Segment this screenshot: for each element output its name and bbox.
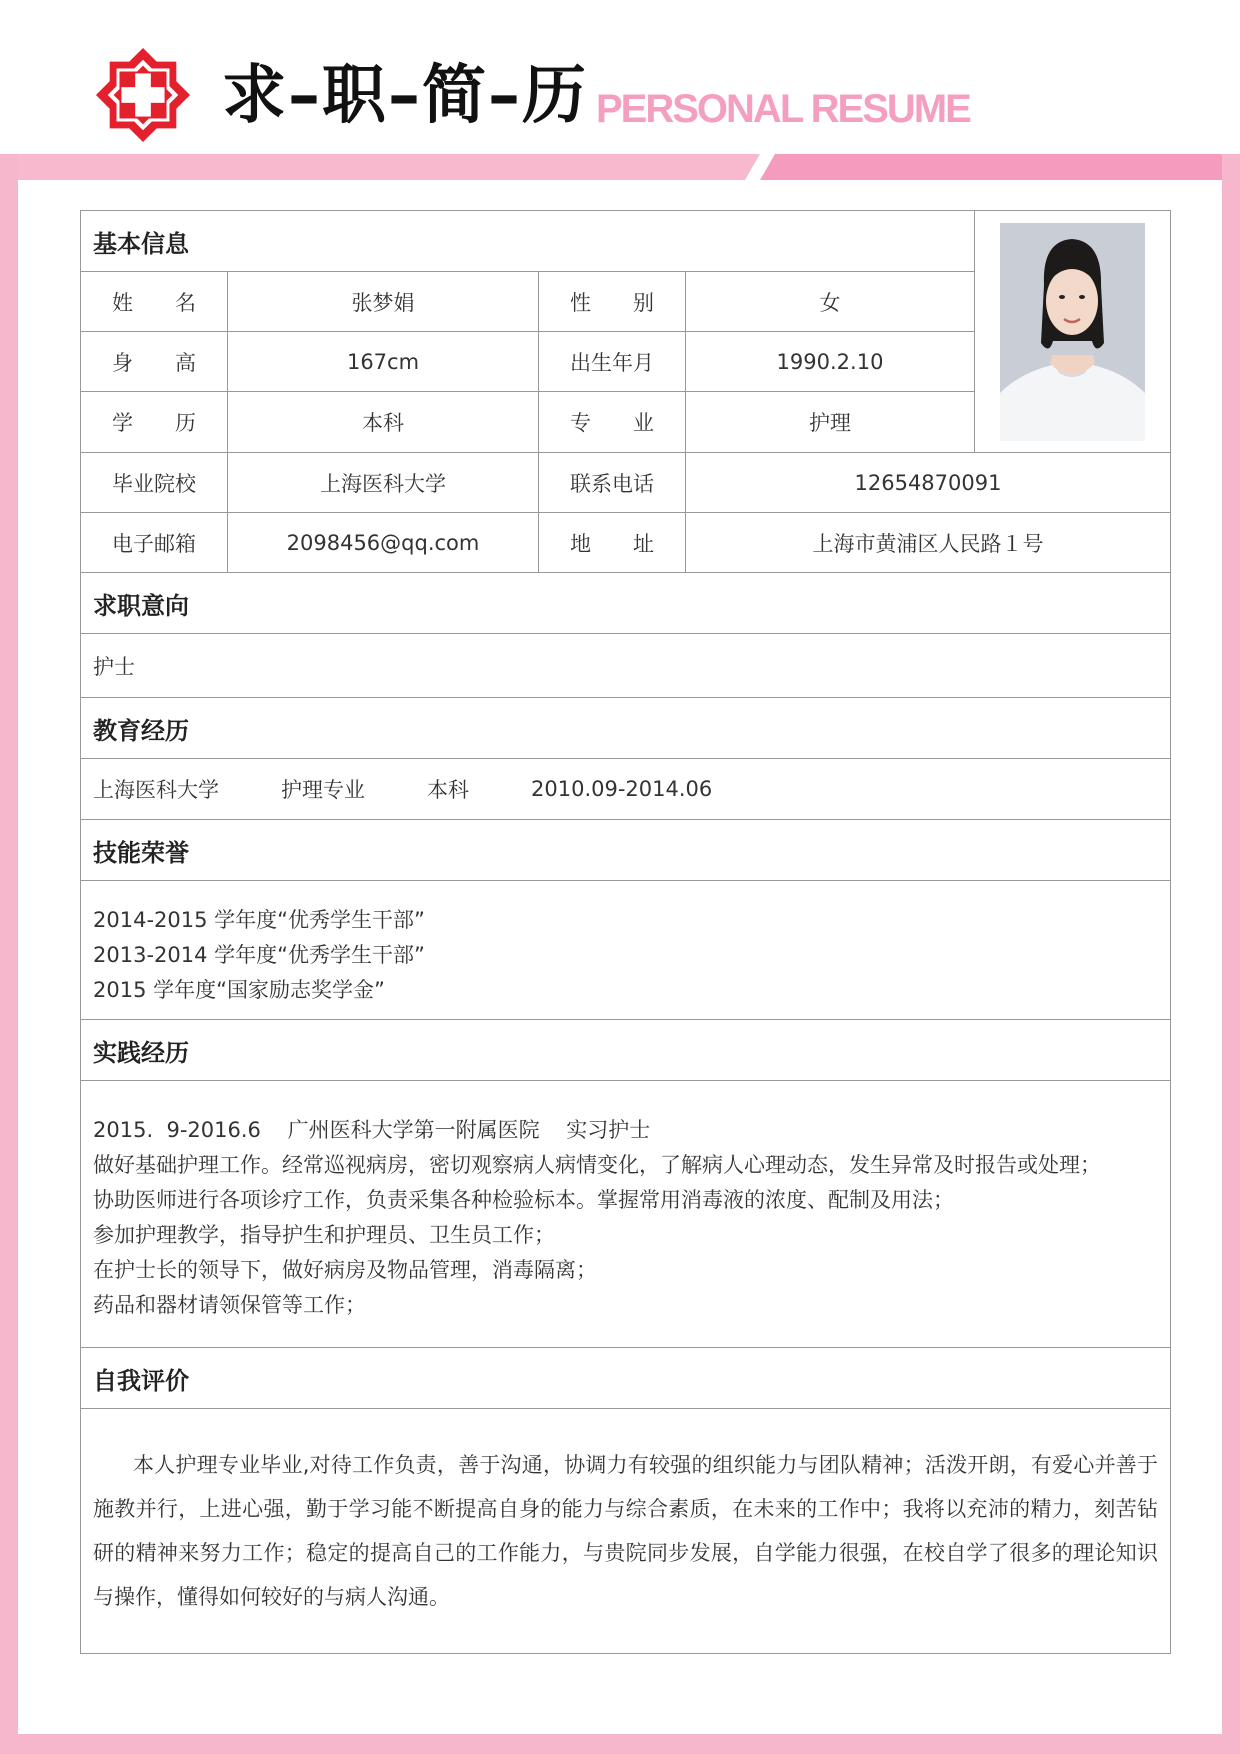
red-cross-icon	[94, 46, 192, 144]
header-band	[0, 154, 1240, 180]
info-row-height	[81, 332, 974, 392]
header	[0, 0, 1240, 180]
list-item: 2015 学年度“国家励志奖学金”	[93, 978, 385, 1002]
list-item: 2013-2014 学年度“优秀学生干部”	[93, 943, 425, 967]
self-eval-text: 本人护理专业毕业,对待工作负责，善于沟通，协调力有较强的组织能力与团队精神；活泼开朗，有爱心并善于施教并行，上进心强，勤于学习能不断提高自身的能力与综合素质，在未来的工作中；我将以充沛的精力，刻苦钻研的精神来努力工作；稳定的提高自己的工作能力，与贵院同步发展，自学能力很强，在校自学了很多的理论知识与操作，懂得如何较好的与病人沟通。	[93, 1453, 1158, 1609]
frame-right	[1222, 154, 1240, 1754]
label-degree: 学 历	[81, 392, 228, 452]
education-title: 教育经历	[93, 716, 189, 745]
basic-info-section	[81, 211, 1170, 453]
education-degree: 本科	[427, 778, 469, 802]
page-title: 求–职–简–历	[222, 59, 588, 133]
resume-table	[80, 210, 1171, 1654]
label-height: 身 高	[81, 332, 228, 391]
list-item: 2014-2015 学年度“优秀学生干部”	[93, 908, 425, 932]
info-row-degree	[81, 392, 974, 452]
value-email: 2098456@qq.com	[228, 513, 539, 572]
practice-header: 2015. 9-2016.6 广州医科大学第一附属医院 实习护士	[93, 1118, 651, 1142]
value-gender: 女	[819, 290, 841, 315]
value-school: 上海医科大学	[228, 453, 539, 512]
job-intent-value: 护士	[93, 654, 135, 679]
value-height: 167cm	[228, 332, 539, 391]
education-entry	[81, 759, 786, 819]
label-address: 地 址	[539, 513, 686, 572]
education-period: 2010.09-2014.06	[531, 777, 713, 801]
list-item: 在护士长的领导下，做好病房及物品管理，消毒隔离；	[93, 1258, 597, 1282]
value-address: 上海市黄浦区人民路１号	[812, 531, 1044, 556]
basic-info-title: 基本信息	[93, 229, 189, 258]
value-name: 张梦娟	[228, 272, 539, 331]
practice-title: 实践经历	[93, 1038, 189, 1067]
label-phone: 联系电话	[539, 453, 686, 512]
list-item: 参加护理教学，指导护生和护理员、卫生员工作；	[93, 1223, 555, 1247]
info-row-school	[81, 453, 1170, 513]
frame-bottom	[0, 1734, 1240, 1754]
frame-left	[0, 154, 18, 1754]
skills-title: 技能荣誉	[93, 838, 189, 867]
info-row-name	[81, 272, 974, 332]
label-name: 姓 名	[81, 272, 228, 331]
label-birth: 出生年月	[539, 332, 686, 391]
value-phone: 12654870091	[854, 470, 1002, 495]
photo-cell	[975, 211, 1170, 452]
self-eval-title: 自我评价	[93, 1366, 189, 1395]
skills-list	[81, 881, 437, 1019]
label-school: 毕业院校	[81, 453, 228, 512]
value-degree: 本科	[228, 392, 539, 452]
list-item: 药品和器材请领保管等工作；	[93, 1293, 366, 1317]
list-item: 协助医师进行各项诊疗工作，负责采集各种检验标本。掌握常用消毒液的浓度、配制及用法；	[93, 1188, 954, 1212]
label-gender: 性 别	[539, 272, 686, 331]
label-email: 电子邮箱	[81, 513, 228, 572]
list-item: 做好基础护理工作。经常巡视病房，密切观察病人病情变化，了解病人心理动态，发生异常及时报告或处理；	[93, 1153, 1101, 1177]
value-major: 护理	[809, 411, 851, 435]
info-row-email	[81, 513, 1170, 573]
job-intent-title: 求职意向	[93, 591, 189, 620]
page-subtitle: PERSONAL RESUME	[596, 87, 970, 131]
practice-list	[81, 1081, 1113, 1347]
education-major: 护理专业	[281, 778, 365, 802]
avatar	[1000, 223, 1145, 441]
label-major: 专 业	[539, 392, 686, 452]
education-school: 上海医科大学	[93, 778, 219, 802]
value-birth: 1990.2.10	[776, 349, 884, 374]
